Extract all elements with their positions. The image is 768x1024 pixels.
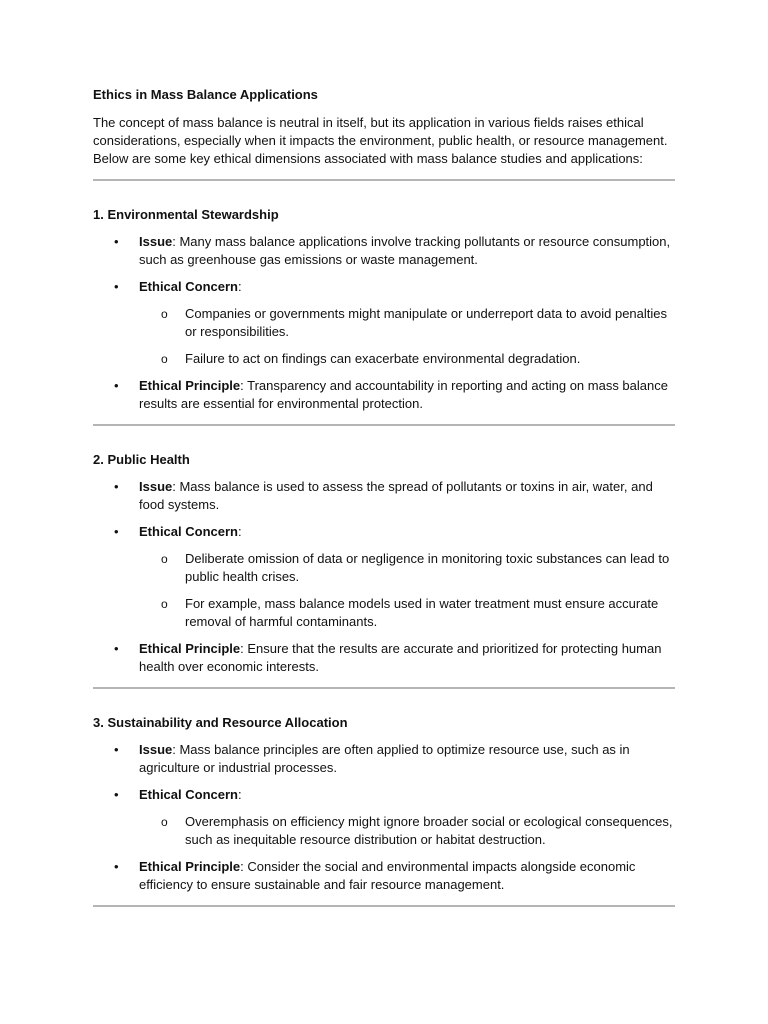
principle-item: [93, 640, 675, 676]
issue-text: : Mass balance is used to assess the spread of pollutants or toxins in air, water, and food systems.: [139, 479, 653, 512]
concern-text: :: [237, 787, 242, 802]
sub-bullet-marker: o: [161, 352, 168, 366]
section-divider: [93, 687, 675, 689]
issue-label: Issue: [139, 742, 173, 757]
concern-subitem: o Companies or governments might manipulate or underreport data to avoid penalties or responsibilities.: [161, 306, 667, 339]
section-heading: 2. Public Health: [93, 452, 190, 467]
section-bullets: [93, 478, 675, 676]
intro-paragraph: The concept of mass balance is neutral in itself, but its application in various fields raises ethical considerations, especially when it impacts the environment, public health, or resource management. Below are some key ethical dimensions associated with mass balance studies and applications:: [93, 115, 668, 166]
principle-text: : Transparency and accountability in reporting and acting on mass balance results are essential for environmental protection.: [139, 378, 668, 411]
principle-item: [93, 858, 675, 894]
section-sustainability: [93, 714, 675, 894]
section-heading: 1. Environmental Stewardship: [93, 207, 279, 222]
section-bullets: [93, 741, 675, 894]
section-environmental-stewardship: [93, 206, 675, 413]
concern-sublist: [139, 813, 675, 849]
concern-item: [93, 278, 675, 368]
concern-text: :: [237, 279, 242, 294]
concern-label: Ethical Concern: [139, 279, 238, 294]
issue-text: : Many mass balance applications involve tracking pollutants or resource consumption, such as greenhouse gas emissions or waste management.: [139, 234, 671, 267]
concern-subitem: o For example, mass balance models used in water treatment must ensure accurate removal of harmful contaminants.: [161, 596, 659, 629]
principle-text: : Ensure that the results are accurate and prioritized for protecting human health over economic interests.: [139, 641, 662, 674]
concern-text: :: [237, 524, 242, 539]
document-title: Ethics in Mass Balance Applications: [93, 87, 318, 102]
section-divider: [93, 424, 675, 426]
concern-item: [93, 786, 675, 849]
principle-item: [93, 377, 675, 413]
issue-item: [93, 741, 675, 777]
issue-label: Issue: [139, 479, 173, 494]
principle-text: : Consider the social and environmental impacts alongside economic efficiency to ensure sustainable and fair resource management.: [139, 859, 636, 892]
principle-label: Ethical Principle: [139, 859, 241, 874]
issue-item: [93, 233, 675, 269]
section-divider: [93, 179, 675, 181]
concern-label: Ethical Concern: [139, 787, 238, 802]
document-page: [93, 86, 675, 907]
section-public-health: [93, 451, 675, 676]
issue-item: [93, 478, 675, 514]
issue-label: Issue: [139, 234, 173, 249]
concern-subitem: o Deliberate omission of data or negligence in monitoring toxic substances can lead to public health crises.: [161, 551, 670, 584]
principle-label: Ethical Principle: [139, 378, 241, 393]
concern-subitem: o Overemphasis on efficiency might ignore broader social or ecological consequences, such as inequitable resource distribution or habitat destruction.: [161, 814, 673, 847]
sub-bullet-marker: o: [161, 307, 168, 321]
section-bullets: [93, 233, 675, 413]
sub-bullet-marker: o: [161, 815, 168, 829]
concern-sublist: [139, 305, 675, 368]
section-divider: [93, 905, 675, 907]
concern-sublist: [139, 550, 675, 631]
sub-bullet-marker: o: [161, 597, 168, 611]
principle-label: Ethical Principle: [139, 641, 241, 656]
concern-item: [93, 523, 675, 631]
section-heading: 3. Sustainability and Resource Allocation: [93, 715, 348, 730]
concern-subitem: o Failure to act on findings can exacerbate environmental degradation.: [161, 351, 581, 366]
sub-bullet-marker: o: [161, 552, 168, 566]
issue-text: : Mass balance principles are often applied to optimize resource use, such as in agriculture or industrial processes.: [139, 742, 630, 775]
concern-label: Ethical Concern: [139, 524, 238, 539]
